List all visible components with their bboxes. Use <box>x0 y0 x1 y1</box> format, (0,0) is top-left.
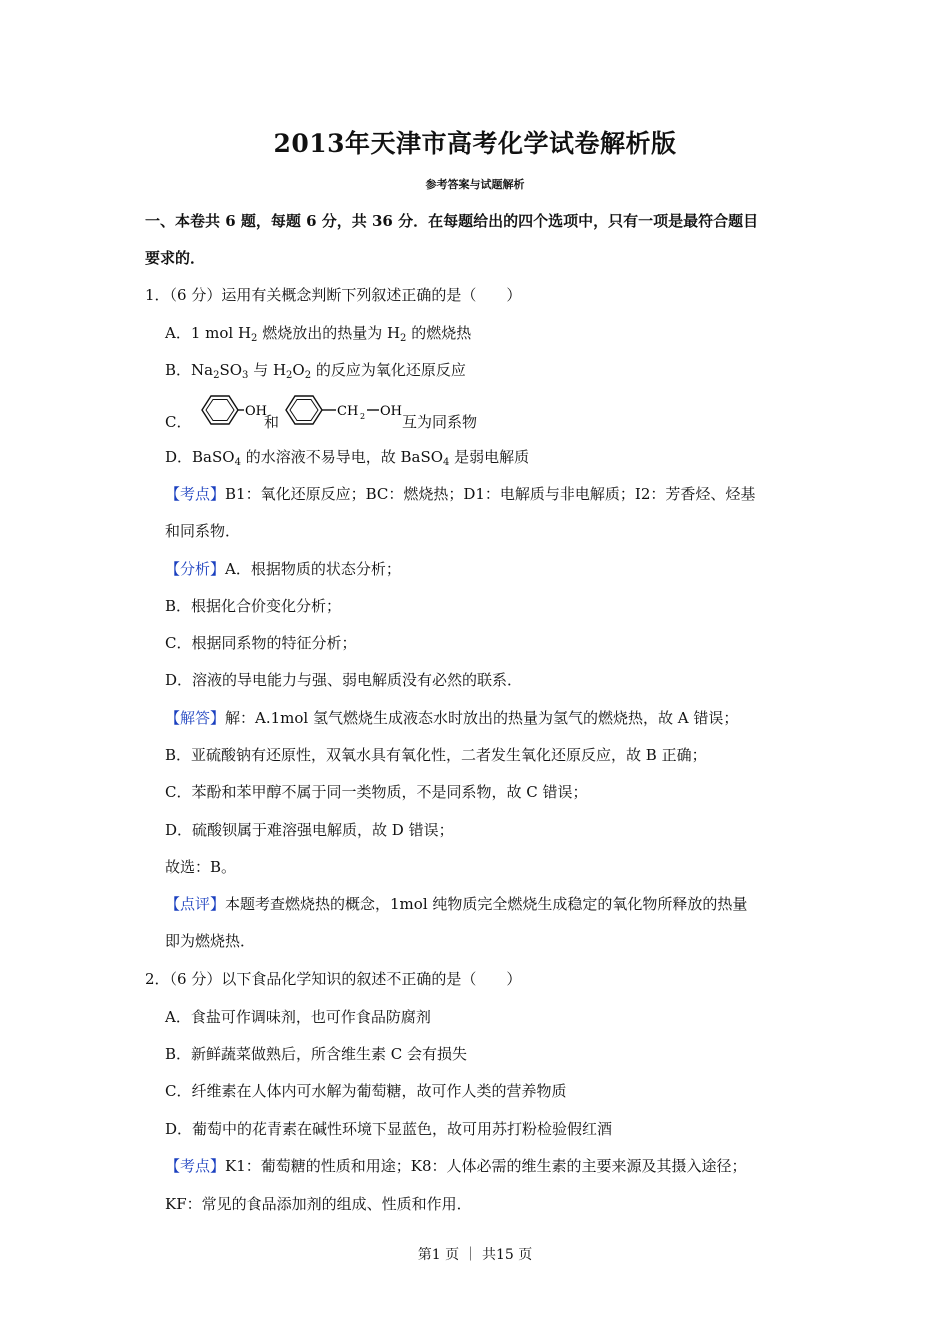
q2-stem: 2．（6 分）以下食品化学知识的叙述不正确的是（ ） <box>145 970 522 988</box>
q1-fenxi <box>165 558 401 580</box>
q1-option-b-text2: SO <box>219 361 243 379</box>
q1-jieda-line2: B．亚硫酸钠有还原性，双氧水具有氧化性，二者发生氧化还原反应，故 B 正确； <box>165 746 707 764</box>
q1-option-d <box>165 446 529 468</box>
q1-fenxi-line4: D．溶液的导电能力与强、弱电解质没有必然的联系． <box>165 671 523 689</box>
q1-option-b-text4: O <box>292 361 305 379</box>
q1-dianping <box>165 893 747 915</box>
ch2-label: CH <box>337 404 359 419</box>
q1-jieda-line5: 故选：B。 <box>165 858 237 876</box>
q1-option-d-text2: 的水溶液不易导电，故 BaSO <box>240 448 444 466</box>
q1-option-d-sub2: 4 <box>443 457 450 468</box>
q2-option-c: C．纤维素在人体内可水解为葡萄糖，故可作人类的营养物质 <box>165 1082 567 1100</box>
q1-jieda-line4: D．硫酸钡属于难溶强电解质，故 D 错误； <box>165 821 454 839</box>
q1-option-c-label: C． <box>165 413 192 431</box>
page-title: 2013年天津市高考化学试卷解析版 <box>273 129 677 158</box>
benzyl-alcohol-structure <box>282 392 404 428</box>
q2-kaodian-line1: K1：葡萄糖的性质和用途；K8：人体必需的维生素的主要来源及其摄入途径； <box>225 1157 747 1175</box>
q1-jieda-tag: 【解答】 <box>165 709 226 727</box>
q1-option-c-tail: 互为同系物 <box>402 413 478 431</box>
q1-option-b-sub2: 3 <box>242 370 249 381</box>
phenol-oh-label: OH <box>245 404 267 419</box>
q1-dianping-line2: 即为燃烧热． <box>165 932 256 950</box>
q1-option-a-text2: 燃烧放出的热量为 H <box>257 324 401 342</box>
q1-option-a-text3: 的燃烧热 <box>406 324 472 342</box>
q1-option-b-text5: 的反应为氧化还原反应 <box>311 361 466 379</box>
phenol-ring-inner <box>206 400 234 421</box>
page-footer: 第1 页 ｜ 共15 页 <box>417 1247 533 1263</box>
q1-fenxi-line1: A．根据物质的状态分析； <box>225 560 401 578</box>
q1-option-a-text1: A．1 mol H <box>165 324 252 342</box>
q1-jieda-line3: C．苯酚和苯甲醇不属于同一类物质，不是同系物，故 C 错误； <box>165 783 588 801</box>
q1-option-b-text3: 与 H <box>248 361 287 379</box>
benzyl-ring-inner <box>290 400 318 421</box>
q1-option-d-sub1: 4 <box>234 457 241 468</box>
q1-option-a <box>165 322 471 344</box>
phenol-structure <box>190 392 270 428</box>
q2-kaodian-line2: KF：常见的食品添加剂的组成、性质和作用． <box>165 1195 472 1213</box>
q1-option-b <box>165 359 466 381</box>
q1-kaodian-tag: 【考点】 <box>165 485 226 503</box>
q1-dianping-tag: 【点评】 <box>165 895 226 913</box>
q1-fenxi-tag: 【分析】 <box>165 560 226 578</box>
section-heading-line1: 一、本卷共 6 题，每题 6 分，共 36 分．在每题给出的四个选项中，只有一项是最符合题目 <box>145 212 759 230</box>
q1-fenxi-line2: B．根据化合价变化分析； <box>165 597 342 615</box>
q1-jieda <box>165 707 738 729</box>
q1-kaodian-line1: B1：氧化还原反应；BC：燃烧热；D1：电解质与非电解质；I2：芳香烃、烃基 <box>225 485 756 503</box>
q1-option-b-sub3: 2 <box>286 370 293 381</box>
q1-stem: 1．（6 分）运用有关概念判断下列叙述正确的是（ ） <box>145 286 522 304</box>
ch2-subscript: 2 <box>360 412 366 421</box>
q1-dianping-line1: 本题考查燃烧热的概念，1mol 纯物质完全燃烧生成稳定的氧化物所释放的热量 <box>225 895 748 913</box>
q1-option-a-sub1: 2 <box>251 333 258 344</box>
q1-jieda-line1: 解：A.1mol 氢气燃烧生成液态水时放出的热量为氢气的燃烧热，故 A 错误； <box>225 709 739 727</box>
q1-option-d-text1: D．BaSO <box>165 448 235 466</box>
q1-kaodian-line2: 和同系物． <box>165 522 241 540</box>
q1-option-d-text3: 是弱电解质 <box>449 448 530 466</box>
page-subtitle: 参考答案与试题解析 <box>425 178 525 191</box>
q1-option-b-sub4: 2 <box>304 370 312 381</box>
q2-option-a: A．食盐可作调味剂，也可作食品防腐剂 <box>165 1008 431 1026</box>
q1-option-b-text1: B．Na <box>165 361 214 379</box>
q1-fenxi-line3: C．根据同系物的特征分析； <box>165 634 357 652</box>
q2-kaodian-tag: 【考点】 <box>165 1157 226 1175</box>
benzyl-oh-label: OH <box>380 404 402 419</box>
q2-option-b: B．新鲜蔬菜做熟后，所含维生素 C 会有损失 <box>165 1045 468 1063</box>
q2-option-d: D．葡萄中的花青素在碱性环境下显蓝色，故可用苏打粉检验假红酒 <box>165 1120 613 1138</box>
q1-option-b-sub1: 2 <box>213 370 220 381</box>
q1-option-c-and: 和 <box>264 413 280 431</box>
q1-kaodian <box>165 483 755 505</box>
q2-kaodian <box>165 1155 747 1177</box>
section-heading-line2: 要求的． <box>145 249 206 267</box>
q1-option-a-sub2: 2 <box>400 333 407 344</box>
